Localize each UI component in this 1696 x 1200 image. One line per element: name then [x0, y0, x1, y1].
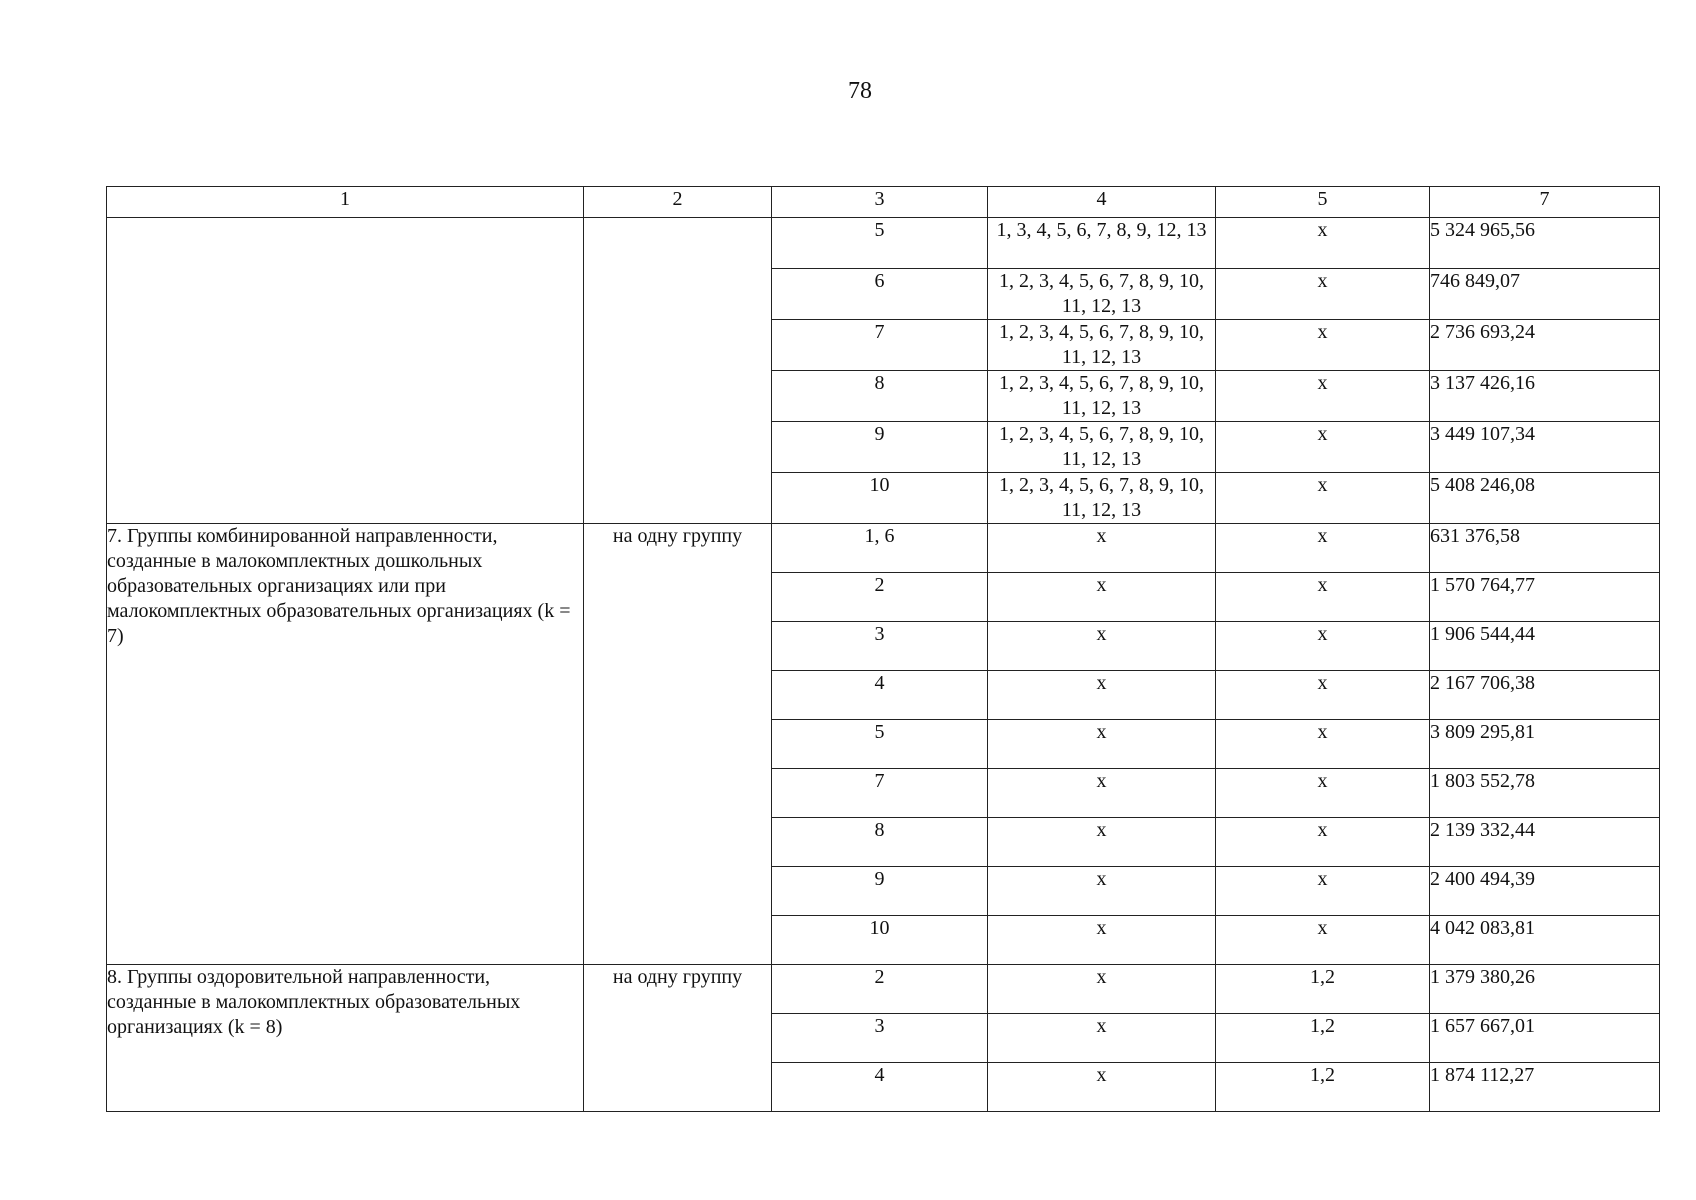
cell-col-3: 1, 6 [772, 524, 988, 573]
cell-col-3: 10 [772, 916, 988, 965]
page-number: 78 [848, 78, 872, 104]
cell-col-5: x [1216, 524, 1430, 573]
cell-col-4: 1, 2, 3, 4, 5, 6, 7, 8, 9, 10, 11, 12, 13 [988, 473, 1216, 524]
header-col-4: 4 [988, 187, 1216, 218]
cell-col-3: 4 [772, 1063, 988, 1112]
cell-col-3: 2 [772, 965, 988, 1014]
cell-col-4: 1, 2, 3, 4, 5, 6, 7, 8, 9, 10, 11, 12, 13 [988, 320, 1216, 371]
cell-col-7: 631 376,58 [1430, 524, 1660, 573]
continued-unit-cell [584, 218, 772, 524]
header-col-3: 3 [772, 187, 988, 218]
cell-col-3: 9 [772, 867, 988, 916]
cell-col-5: x [1216, 269, 1430, 320]
cell-col-4: 1, 2, 3, 4, 5, 6, 7, 8, 9, 10, 11, 12, 13 [988, 371, 1216, 422]
cell-col-4: x [988, 1063, 1216, 1112]
header-row [107, 187, 1660, 218]
cell-col-5: 1,2 [1216, 1063, 1430, 1112]
cell-col-4: x [988, 916, 1216, 965]
cell-col-4: 1, 2, 3, 4, 5, 6, 7, 8, 9, 10, 11, 12, 13 [988, 269, 1216, 320]
cell-col-4: x [988, 1014, 1216, 1063]
cell-col-3: 4 [772, 671, 988, 720]
cell-col-5: x [1216, 622, 1430, 671]
group-8-title: 8. Группы оздоровительной направленности, созданные в малокомплектных образовательных организациях (k = 8) [107, 965, 584, 1112]
cell-col-3: 3 [772, 622, 988, 671]
cell-col-7: 1 657 667,01 [1430, 1014, 1660, 1063]
cell-col-3: 3 [772, 1014, 988, 1063]
cell-col-3: 8 [772, 371, 988, 422]
cell-col-7: 2 400 494,39 [1430, 867, 1660, 916]
table-row [107, 524, 1660, 573]
table-row [107, 218, 1660, 269]
cell-col-4: x [988, 622, 1216, 671]
header-col-2: 2 [584, 187, 772, 218]
cell-col-4: x [988, 524, 1216, 573]
tariff-table [106, 186, 1660, 1112]
continued-group-cell [107, 218, 584, 524]
cell-col-5: x [1216, 916, 1430, 965]
cell-col-3: 9 [772, 422, 988, 473]
cell-col-3: 7 [772, 320, 988, 371]
group-8-unit: на одну группу [584, 965, 772, 1112]
cell-col-5: x [1216, 473, 1430, 524]
cell-col-3: 8 [772, 818, 988, 867]
cell-col-7: 1 379 380,26 [1430, 965, 1660, 1014]
cell-col-4: x [988, 573, 1216, 622]
cell-col-5: 1,2 [1216, 1014, 1430, 1063]
cell-col-5: x [1216, 769, 1430, 818]
group-7-unit: на одну группу [584, 524, 772, 965]
cell-col-7: 3 809 295,81 [1430, 720, 1660, 769]
cell-col-7: 746 849,07 [1430, 269, 1660, 320]
cell-col-5: x [1216, 573, 1430, 622]
cell-col-5: x [1216, 671, 1430, 720]
cell-col-5: 1,2 [1216, 965, 1430, 1014]
cell-col-4: x [988, 720, 1216, 769]
cell-col-5: x [1216, 218, 1430, 269]
cell-col-7: 1 906 544,44 [1430, 622, 1660, 671]
header-col-1: 1 [107, 187, 584, 218]
cell-col-7: 1 803 552,78 [1430, 769, 1660, 818]
cell-col-7: 4 042 083,81 [1430, 916, 1660, 965]
cell-col-7: 5 408 246,08 [1430, 473, 1660, 524]
cell-col-3: 2 [772, 573, 988, 622]
cell-col-4: x [988, 818, 1216, 867]
group-7-title: 7. Группы комбинированной направленности, созданные в малокомплектных дошкольных образовательных организациях или при малокомплектных образовательных организациях (k = 7) [107, 524, 584, 965]
cell-col-4: x [988, 965, 1216, 1014]
cell-col-4: 1, 3, 4, 5, 6, 7, 8, 9, 12, 13 [988, 218, 1216, 269]
cell-col-7: 3 137 426,16 [1430, 371, 1660, 422]
cell-col-7: 2 167 706,38 [1430, 671, 1660, 720]
cell-col-5: x [1216, 371, 1430, 422]
cell-col-7: 2 139 332,44 [1430, 818, 1660, 867]
cell-col-7: 5 324 965,56 [1430, 218, 1660, 269]
cell-col-4: 1, 2, 3, 4, 5, 6, 7, 8, 9, 10, 11, 12, 13 [988, 422, 1216, 473]
cell-col-3: 7 [772, 769, 988, 818]
table-row [107, 965, 1660, 1014]
cell-col-5: x [1216, 320, 1430, 371]
header-col-7: 7 [1430, 187, 1660, 218]
cell-col-3: 5 [772, 218, 988, 269]
cell-col-7: 2 736 693,24 [1430, 320, 1660, 371]
cell-col-4: x [988, 867, 1216, 916]
cell-col-4: x [988, 769, 1216, 818]
cell-col-5: x [1216, 422, 1430, 473]
cell-col-5: x [1216, 867, 1430, 916]
cell-col-4: x [988, 671, 1216, 720]
cell-col-3: 10 [772, 473, 988, 524]
cell-col-7: 1 570 764,77 [1430, 573, 1660, 622]
cell-col-7: 3 449 107,34 [1430, 422, 1660, 473]
cell-col-7: 1 874 112,27 [1430, 1063, 1660, 1112]
header-col-5: 5 [1216, 187, 1430, 218]
cell-col-3: 5 [772, 720, 988, 769]
cell-col-5: x [1216, 720, 1430, 769]
cell-col-3: 6 [772, 269, 988, 320]
cell-col-5: x [1216, 818, 1430, 867]
